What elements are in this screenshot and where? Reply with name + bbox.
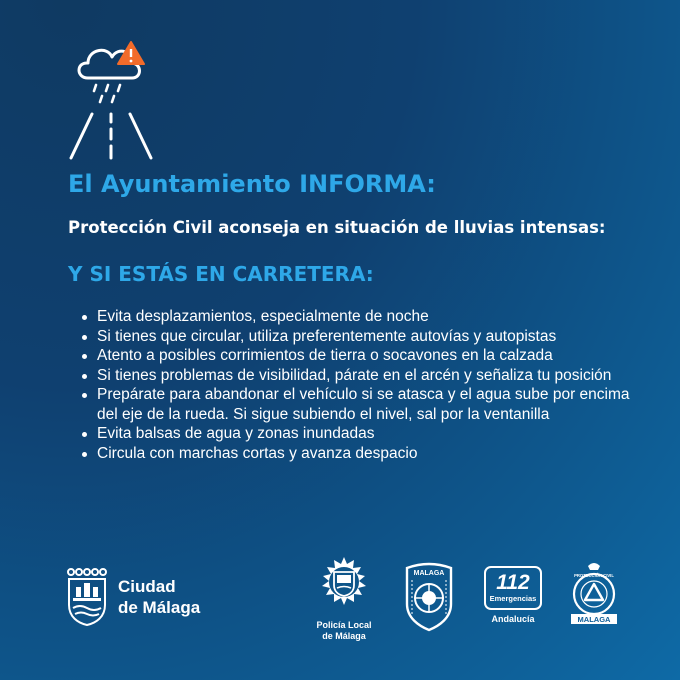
city-name: Ciudad de Málaga [118, 577, 201, 617]
bomberos-logo [400, 560, 458, 635]
malaga-crest-icon [66, 567, 108, 627]
svg-text:PROTECCIÓN CIVIL: PROTECCIÓN CIVIL [574, 573, 614, 578]
cloud-rain-warning-road-icon [66, 36, 156, 161]
section-heading: Y SI ESTÁS EN CARRETERA: [68, 262, 374, 286]
ciudad-de-malaga-logo [66, 567, 200, 627]
list-item: Si tienes problemas de visibilidad, párate en el arcén y señaliza tu posición [80, 366, 640, 386]
emergencias-112-logo: 112 Emergencias Andalucía [480, 566, 546, 625]
list-item: Prepárate para abandonar el vehículo si se atasca y el agua sube por encima del eje de la rueda. Si sigue subiendo el nivel, sal por la ventanilla [80, 385, 640, 424]
bomberos-shield-icon [401, 560, 457, 632]
policia-local-logo: Policía Local de Málaga [308, 555, 380, 642]
page-title: El Ayuntamiento INFORMA: [68, 170, 436, 198]
list-item: Circula con marchas cortas y avanza despacio [80, 444, 640, 464]
list-item: Atento a posibles corrimientos de tierra o socavones en la calzada [80, 346, 640, 366]
proteccion-civil-shield-icon [566, 560, 622, 632]
list-item: Evita balsas de agua y zonas inundadas [80, 424, 640, 444]
list-item: Evita desplazamientos, especialmente de noche [80, 307, 640, 327]
advice-list [80, 307, 640, 463]
proteccion-civil-logo [566, 560, 622, 635]
svg-text:MALAGA: MALAGA [413, 570, 445, 577]
page-subtitle: Protección Civil aconseja en situación de lluvias intensas: [68, 218, 606, 237]
badge-112: 112 Emergencias [484, 566, 542, 610]
police-badge-icon [316, 555, 372, 613]
list-item: Si tienes que circular, utiliza preferentemente autovías y autopistas [80, 327, 640, 347]
svg-text:MALAGA: MALAGA [577, 615, 611, 624]
